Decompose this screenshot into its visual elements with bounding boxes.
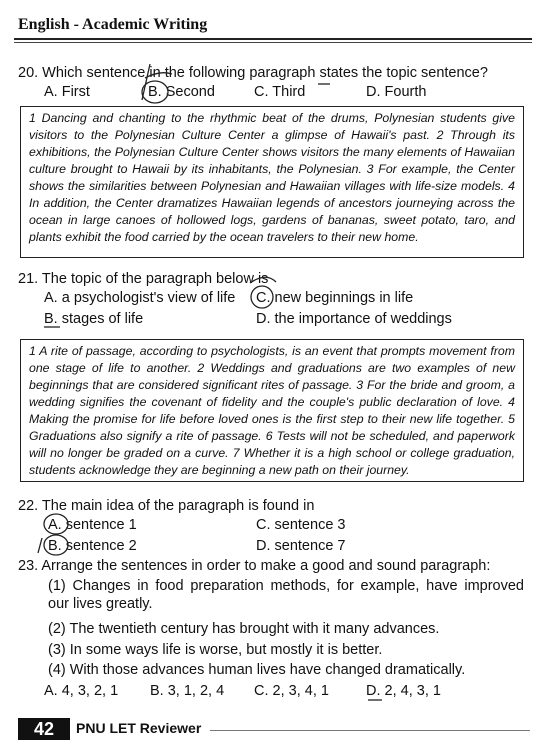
question-23-stem: 23. Arrange the sentences in order to make a good and sound paragraph:: [18, 558, 491, 574]
q20-choice-a[interactable]: A. First: [44, 84, 90, 100]
footer-title: PNU LET Reviewer: [76, 720, 202, 736]
q23-sentence-1: (1) Changes in food preparation methods, for example, have improved our lives greatly.: [48, 578, 524, 612]
page-number: 42: [18, 718, 70, 740]
q23-choice-b[interactable]: B. 3, 1, 2, 4: [150, 683, 225, 699]
q23-sentence-4: (4) With those advances human lives have changed dramatically.: [48, 662, 466, 678]
q21-choice-a[interactable]: A. a psychologist's view of life: [44, 290, 236, 306]
q20-choice-b[interactable]: B. Second: [148, 84, 215, 100]
q22-choice-d[interactable]: D. sentence 7: [256, 538, 346, 554]
q21-paragraph-box: 1 A rite of passage, according to psychologists, is an event that prompts movement from one stage of life to another. 2 Weddings and graduations are two examples of new beginnings that are considered significant rites of passage. 3 For the bride and groom, a wedding signifies the covenant of fidelity and the couple's public declaration of love. 4 Making the promise for life before loved ones is the first step to their new life together. 5 Graduations also signify a rite of passage. 6 Tests will not be scheduled, and paperwork will no longer be graded on a curve. 7 Whether it is a high school or college graduation, students acknowledge they are beginning a new path on their journey.: [20, 339, 524, 482]
q22-choice-b[interactable]: B. sentence 2: [48, 538, 137, 554]
q22-choice-c[interactable]: C. sentence 3: [256, 517, 346, 533]
q23-choice-d[interactable]: D. 2, 4, 3, 1: [366, 683, 441, 699]
q20-choice-d[interactable]: D. Fourth: [366, 84, 427, 100]
question-20-stem: 20. Which sentence in the following paragraph states the topic sentence?: [18, 65, 488, 81]
q23-choice-c[interactable]: C. 2, 3, 4, 1: [254, 683, 329, 699]
q20-paragraph-box: 1 Dancing and chanting to the rhythmic beat of the drums, Polynesian students give visitors to the Polynesian Culture Center a glimpse of Hawaii's past. 2 Through its exhibitions, the Polynesian Culture Center shows visitors the many elements of Hawaiian culture brought to Hawaii by its inhabitants, the Polynesian. 3 For example, the Center shows the similarities between Polynesian and Hawaiian villages with life-size models. 4 In addition, the Center dramatizes Hawaiian legends of ancestors journeying across the ocean in large canoes of hollowed logs, gardens of bananas, sweet potato, taro, and plants exhibit the food carried by the ocean travelers to their new home.: [20, 106, 524, 258]
header-rule-thin: [14, 42, 532, 43]
q21-choice-b[interactable]: B. stages of life: [44, 311, 144, 327]
q21-choice-d[interactable]: D. the importance of weddings: [256, 311, 452, 327]
q23-choice-a[interactable]: A. 4, 3, 2, 1: [44, 683, 119, 699]
q21-choice-c[interactable]: C. new beginnings in life: [256, 290, 414, 306]
q23-sentence-3: (3) In some ways life is worse, but mostly it is better.: [48, 642, 383, 658]
q20-choice-c[interactable]: C. Third: [254, 84, 306, 100]
question-22-stem: 22. The main idea of the paragraph is found in: [18, 498, 315, 514]
q22-b-tick-mark: [38, 538, 42, 553]
q23-sentence-2: (2) The twentieth century has brought with it many advances.: [48, 621, 440, 637]
page-header-title: English - Academic Writing: [18, 16, 208, 33]
footer-rule: [210, 730, 530, 731]
header-rule: [14, 38, 532, 40]
question-21-stem: 21. The topic of the paragraph below is: [18, 271, 269, 287]
q22-choice-a[interactable]: A. sentence 1: [48, 517, 137, 533]
